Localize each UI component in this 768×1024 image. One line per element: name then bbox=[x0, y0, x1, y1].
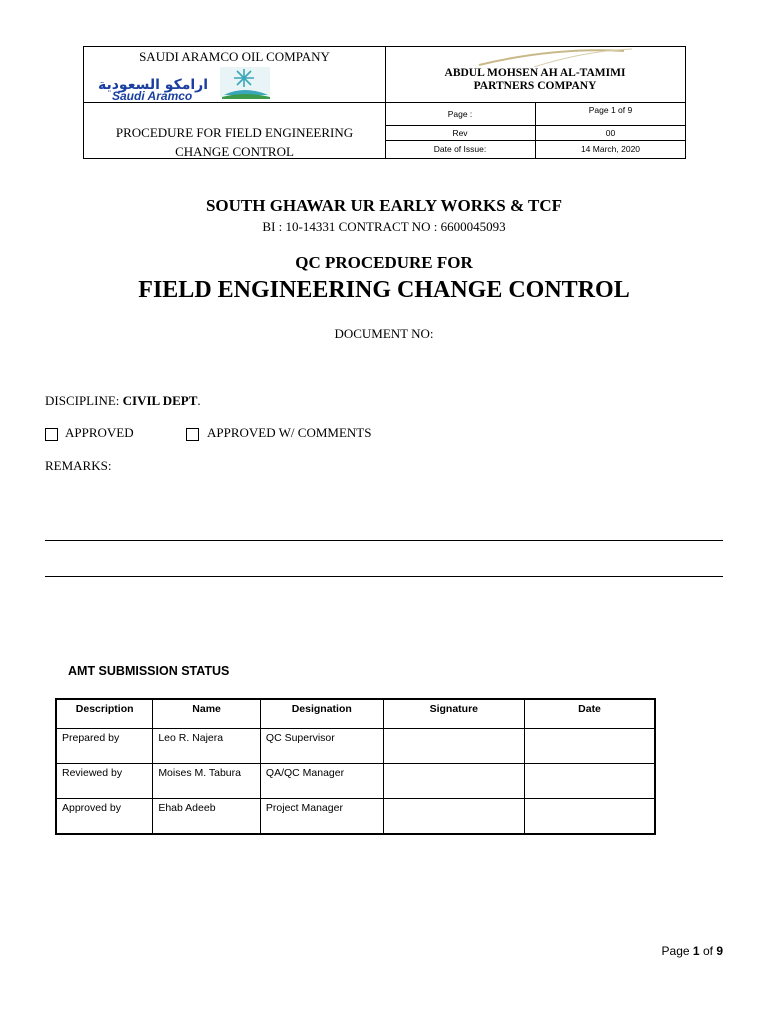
footer-page-word: Page bbox=[661, 944, 690, 958]
date-cell[interactable] bbox=[525, 764, 655, 799]
contract-line: BI : 10-14331 CONTRACT NO : 6600045093 bbox=[262, 219, 506, 234]
column-header: Designation bbox=[260, 699, 383, 729]
partner-company bbox=[385, 67, 685, 93]
table-header-row bbox=[56, 699, 655, 729]
divider bbox=[84, 102, 385, 103]
table-cell: Leo R. Najera bbox=[153, 729, 261, 764]
approved-label: APPROVED bbox=[65, 425, 134, 440]
footer-page-total: 9 bbox=[716, 944, 723, 958]
column-header: Description bbox=[56, 699, 153, 729]
qc-procedure-heading: QC PROCEDURE FOR bbox=[295, 253, 473, 272]
approved-with-comments-label: APPROVED W/ COMMENTS bbox=[207, 425, 372, 440]
partner-line-2: PARTNERS COMPANY bbox=[473, 80, 597, 92]
rev-label: Rev bbox=[452, 128, 468, 138]
table-cell: QC Supervisor bbox=[260, 729, 383, 764]
signature-cell[interactable] bbox=[383, 729, 524, 764]
approved-with-comments-checkbox[interactable] bbox=[186, 428, 199, 441]
page-value: Page 1 of 9 bbox=[588, 105, 633, 115]
footer-page-number: 1 bbox=[692, 944, 700, 958]
footer-of-word: of bbox=[702, 944, 713, 958]
rev-value: 00 bbox=[605, 128, 616, 138]
signature-cell[interactable] bbox=[383, 799, 524, 835]
table-cell: Prepared by bbox=[56, 729, 153, 764]
remarks-line-2[interactable] bbox=[45, 576, 723, 577]
column-header: Signature bbox=[383, 699, 524, 729]
company-name: SAUDI ARAMCO OIL COMPANY bbox=[139, 49, 330, 64]
table-row bbox=[56, 799, 655, 835]
table-cell: Moises M. Tabura bbox=[153, 764, 261, 799]
partner-logo-swoosh bbox=[474, 45, 634, 67]
logo-arabic-text: ارامكو السعودية bbox=[98, 77, 209, 93]
discipline-value: CIVIL DEPT bbox=[122, 393, 198, 408]
logo-english-text: Saudi Aramco bbox=[112, 89, 193, 101]
column-header: Name bbox=[153, 699, 261, 729]
table-row bbox=[56, 729, 655, 764]
main-title: FIELD ENGINEERING CHANGE CONTROL bbox=[138, 277, 630, 303]
date-cell[interactable] bbox=[525, 729, 655, 764]
remarks-line-1[interactable] bbox=[45, 540, 723, 541]
table-cell: Project Manager bbox=[260, 799, 383, 835]
saudi-aramco-logo bbox=[96, 61, 286, 101]
procedure-line-1: PROCEDURE FOR FIELD ENGINEERING bbox=[115, 125, 354, 140]
issue-label: Date of Issue: bbox=[433, 144, 487, 154]
discipline-label: DISCIPLINE: bbox=[45, 393, 120, 408]
column-header: Date bbox=[525, 699, 655, 729]
project-title: SOUTH GHAWAR UR EARLY WORKS & TCF bbox=[205, 196, 563, 215]
discipline-line bbox=[45, 393, 201, 409]
approved-checkbox[interactable] bbox=[45, 428, 58, 441]
document-header bbox=[83, 46, 686, 159]
issue-value: 14 March, 2020 bbox=[580, 144, 641, 154]
procedure-line-2: CHANGE CONTROL bbox=[175, 144, 294, 159]
procedure-title bbox=[84, 123, 385, 161]
star-emblem-icon bbox=[220, 67, 270, 99]
submission-table bbox=[55, 698, 656, 835]
partner-line-1: ABDUL MOHSEN AH AL-TAMIMI bbox=[444, 67, 626, 79]
page-label: Page : bbox=[447, 109, 473, 119]
document-number-label: DOCUMENT NO: bbox=[334, 326, 434, 341]
discipline-suffix: . bbox=[197, 393, 201, 408]
table-row bbox=[56, 764, 655, 799]
date-cell[interactable] bbox=[525, 799, 655, 835]
table-cell: QA/QC Manager bbox=[260, 764, 383, 799]
submission-heading: AMT SUBMISSION STATUS bbox=[68, 664, 230, 678]
table-cell: Ehab Adeeb bbox=[153, 799, 261, 835]
remarks-label: REMARKS: bbox=[45, 458, 112, 473]
signature-cell[interactable] bbox=[383, 764, 524, 799]
table-cell: Reviewed by bbox=[56, 764, 153, 799]
page-footer bbox=[662, 944, 723, 958]
table-cell: Approved by bbox=[56, 799, 153, 835]
